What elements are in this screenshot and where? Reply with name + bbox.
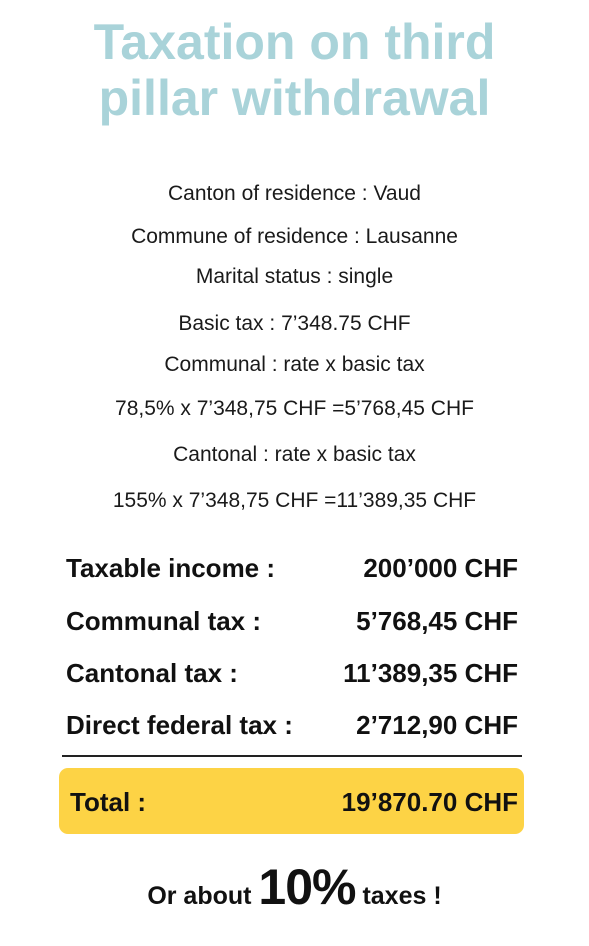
summary-label: Direct federal tax :: [66, 710, 293, 740]
info-cantonal-calculation: 155% x 7’348,75 CHF =11’389,35 CHF: [112, 489, 477, 512]
summary-value: 2’712,90 CHF: [356, 710, 518, 740]
summary-value: 200’000 CHF: [363, 553, 518, 583]
footer-prefix: Or about: [147, 882, 259, 910]
page-title-line-2: pillar withdrawal: [98, 70, 491, 126]
info-marital-status: Marital status : single: [195, 265, 394, 288]
info-basic-tax: Basic tax : 7’348.75 CHF: [178, 312, 411, 335]
footer-percent: 10%: [258, 859, 356, 915]
summary-row-taxable-income: [66, 551, 518, 585]
summary-label: Cantonal tax :: [66, 658, 238, 688]
total-highlight-box: [59, 768, 524, 834]
summary-row-direct-federal-tax: [66, 708, 518, 742]
total-label: Total :: [70, 787, 147, 817]
page-title-line-1: Taxation on third: [93, 14, 496, 70]
footer-suffix: taxes !: [355, 882, 442, 910]
summary-label: Communal tax :: [66, 606, 262, 636]
info-cantonal-formula: Cantonal : rate x basic tax: [173, 443, 416, 466]
footer-note: [0, 858, 589, 916]
total-value: 19’870.70 CHF: [341, 787, 518, 817]
summary-row-cantonal-tax: [66, 656, 518, 690]
info-commune: Commune of residence : Lausanne: [131, 225, 458, 248]
summary-value: 11’389,35 CHF: [343, 658, 518, 688]
info-communal-formula: Communal : rate x basic tax: [164, 353, 425, 376]
summary-value: 5’768,45 CHF: [356, 606, 518, 636]
info-canton: Canton of residence : Vaud: [168, 182, 421, 205]
info-communal-calculation: 78,5% x 7’348,75 CHF =5’768,45 CHF: [115, 397, 474, 420]
summary-row-communal-tax: [66, 604, 518, 638]
summary-divider: [62, 755, 522, 757]
summary-label: Taxable income :: [66, 553, 276, 583]
